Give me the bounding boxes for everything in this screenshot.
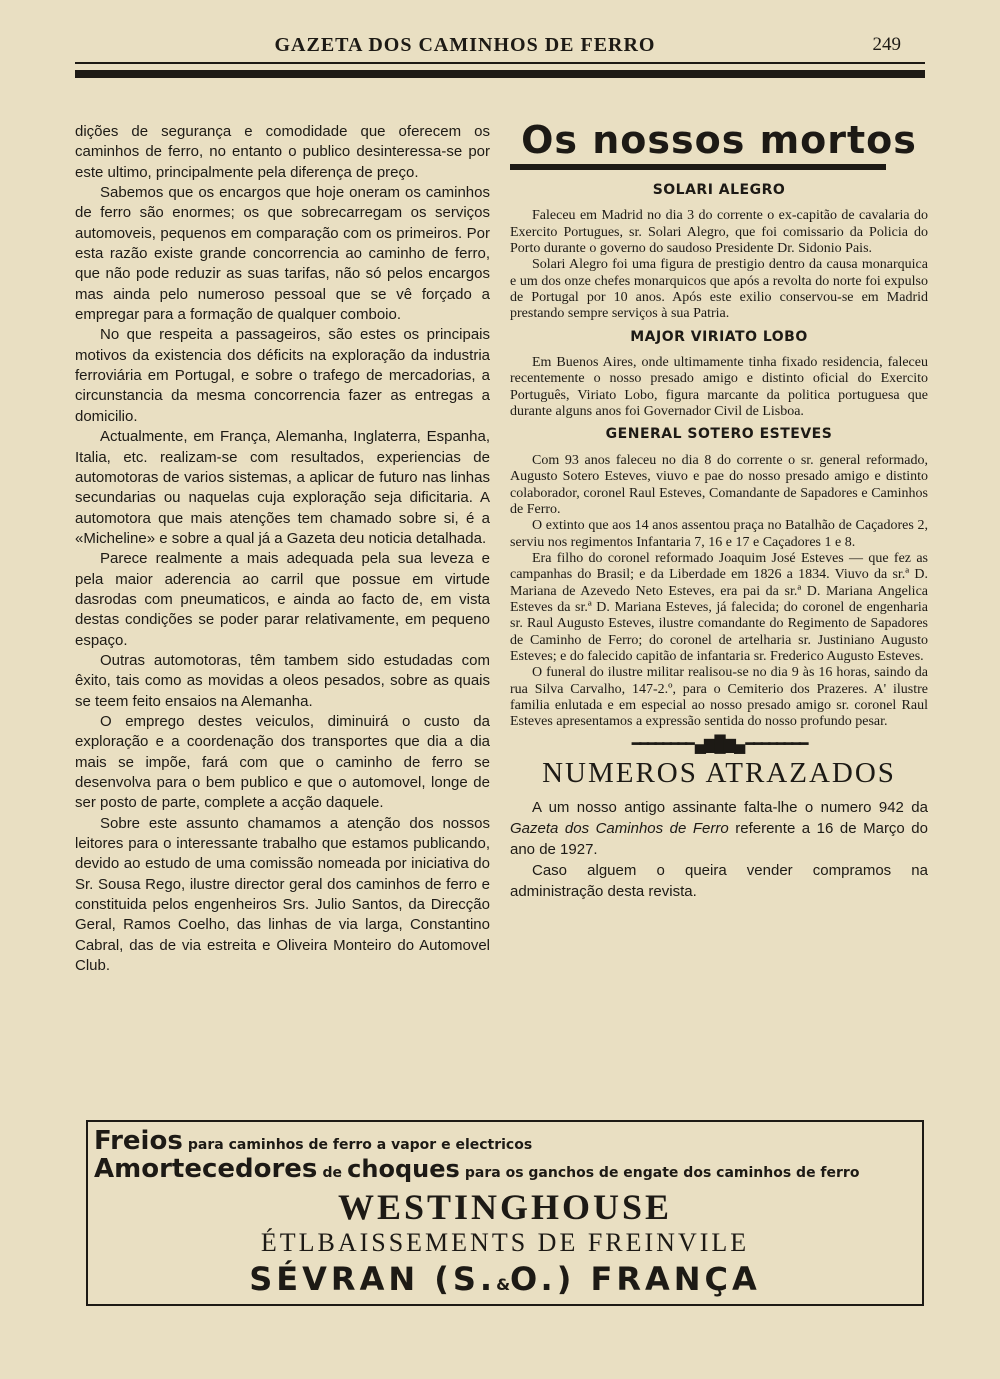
obituary-paragraph: Solari Alegro foi uma figura de prestigio dentro da causa monarquica e um dos onze chefes monarquicos que após a revolta do norte foi expulso de Portugal por 10 anos. Após este exilio conservou-se em Madrid prestando sempre serviços à sua Patria. [510,257,928,322]
advert-choques-desc: para os ganchos de engate dos caminhos de ferro [464,1165,860,1181]
advert-line-amortecedores [94,1154,859,1184]
article-paragraph: Actualmente, em França, Alemanha, Inglaterra, Espanha, Italia, etc. realizam-se com resultados, experiencias de automotoras de varios sistemas, a aplicar de futuro nas linhas secundarias ou naquelas cuja exploração seja dificitaria. A automotora que mais atenções tem chamado sobre si, é a «Micheline» e sobre a qual já a Gazeta deu noticia detalhada. [75,428,490,547]
article-paragraph: Sabemos que os encargos que hoje oneram os caminhos de ferro são enormes; os que sobrecarregam os serviços automoveis, pequenos em comparação com os primeiros. Por esta razão existe grande concorrencia ao caminho de ferro, que não pode reduzir as suas tarifas, não só pelos encargos mas ainda pelo numeroso pessoal que se vê forçado a empregar para a formação de qualquer comboio. [75,184,490,324]
article-paragraph: Sobre este assunto chamamos a atenção dos nossos leitores para o interessante trabalho que estamos publicando, devido ao estudo de uma comissão nomeada por iniciativa do Sr. Sousa Rego, ilustre director geral dos caminhos de ferro e constituida pelos engenheiros Srs. Julio Santos, da Direcção Geral, Ramos Coelho, das linhas de via larga, Constantino Cabral, das de via estreita e Oliveira Monteiro do Automovel Club. [75,814,490,975]
obituary-heading-viriato: MAJOR VIRIATO LOBO [630,328,808,345]
obituary-paragraph: Em Buenos Aires, onde ultimamente tinha fixado residencia, faleceu recentemente o nosso presado amigo e distinto oficial do Exercito Português, Viriato Lobo, figura marcante da politica portuguesa que durante alguns anos foi Governador Civil de Lisboa. [510,355,928,420]
advert-de: de [322,1165,343,1181]
numeros-title: NUMEROS ATRAZADOS [542,757,896,789]
numeros-notice [510,797,928,902]
advert-dept-close: O.) [510,1260,576,1298]
article-column [75,122,490,976]
advert-line-freios [94,1126,532,1156]
publication-title: GAZETA DOS CAMINHOS DE FERRO [274,34,656,56]
numeros-paragraph: Caso alguem o queira vender compramos na administração desta revista. [510,862,928,900]
article-paragraph: No que respeita a passageiros, são estes os principais motivos da existencia dos déficits na exploração da industria ferroviária em Portugal, e sobre o trafego de mercadorias, a circunstancia da mesma concorrencia fazer as entregas a domicilio. [75,326,490,425]
article-paragraph: Parece realmente a mais adequada pela sua leveza e pela maior aderencia ao carril que possue em virtude dasrodas com pneumaticos, e ainda ao facto de, em vista destas condições se poder parar relativamente, em pequeno espaço. [75,550,490,649]
article-paragraph: O emprego destes veiculos, diminuirá o custo da exploração e a coordenação dos transportes que dia a dia mais se impõe, fará com que o caminho de ferro se desenvolva para o bem publico e que o automovel, longe de ser posto de parte, complete a acção daquele. [75,712,490,812]
article-paragraph: Outras automotoras, têm tambem sido estudadas com êxito, tais como as movidas a oleos pesados, sobre as quais se teem feito ensaios na Alemanha. [75,651,490,710]
numeros-text: A um nosso antigo assinante falta-lhe o numero 942 da [532,799,928,816]
page-header [75,30,925,82]
obituary-paragraph: Faleceu em Madrid no dia 3 do corrente o ex-capitão de cavalaria do Exercito Portugues, sr. Solari Alegro, que foi comissario da Policia do Porto durante o governo do saudoso Presidente Dr. Sidonio Pais. [510,208,928,257]
article-paragraph: dições de segurança e comodidade que oferecem os caminhos de ferro, no entanto o publico desinteressa-se por este ultimo, principalmente pela diferença de preço. [75,123,490,181]
advert-amortecedores: Amortecedores [94,1154,318,1184]
advert-brand: WESTINGHOUSE [337,1187,673,1227]
obituary-paragraph: O funeral do ilustre militar realisou-se no dia 9 às 16 horas, saindo da rua Silva Carvalho, 147-2.º, para o Cemiterio dos Prazeres. A' ilustre familia enlutada e em especial ao nosso presado amigo sr. coronel Raul Esteves apresentamos a expressão sentida do nosso profundo pesar. [510,665,928,730]
obituary-paragraph: Era filho do coronel reformado Joaquim José Esteves — que fez as campanhas do Brasil; e da Liberdade em 1826 a 1834. Viuvo da sr.ª D. Mariana de Azevedo Neto Esteves, era pai da sr.ª D. Mariana Angelica Esteves da sr.ª D. Mariana Esteves, já falecida; do coronel de engenharia sr. Raul Augusto Esteves, ilustre comandante do Regimento de Sapadores de Caminho de Ferro; do coronel de artelharia sr. Justiniano Augusto Esteves; e do falecido capitão de infantaria sr. Frederico Augusto Esteves. [510,550,928,664]
advert-country: FRANÇA [590,1260,761,1298]
numeros-paragraph [510,797,928,860]
advert-dept-open: (S. [434,1260,497,1298]
magazine-name: Gazeta dos Caminhos de Ferro [510,820,729,837]
obituary-paragraph: O extinto que aos 14 anos assentou praça no Batalhão de Caçadores 2, serviu nos regimentos Infantaria 7, 16 e 17 e Caçadores 1 e 8. [510,518,928,550]
advert-city: SÉVRAN [249,1260,420,1298]
obituaries-title: Os nossos mortos [521,118,917,162]
advert-location [88,1260,922,1298]
train-ornament-icon: ━━━━━━━━ ▄▆█▆▄ ━━━━━━━━ [631,735,807,753]
right-column [510,118,928,902]
obituary-heading-sotero: GENERAL SOTERO ESTEVES [605,426,833,443]
page-number: 249 [872,34,901,55]
advert-choques: choques [347,1155,460,1183]
advert-freios-desc: para caminhos de ferro a vapor e electricos [187,1137,533,1153]
numeros-text: referente a 16 de Março do ano de 1927. [510,820,928,858]
header-thick-rule [75,70,925,78]
obituaries-title-rule [510,164,886,170]
advert-freios: Freios [94,1126,183,1156]
header-thin-rule [75,62,925,64]
obituary-heading-solari: SOLARI ALEGRO [652,182,786,198]
obituary-paragraph: Com 93 anos faleceu no dia 8 do corrente o sr. general reformado, Augusto Sotero Esteves, viuvo e pae do nosso presado amigo e distinto colaborador, coronel Raul Esteves, Comandante de Sapadores e Caminhos de Ferro. [510,452,928,517]
advert-dept-amp: & [496,1275,511,1294]
advert-establishments: ÉTLBAISSEMENTS DE FREINVILE [260,1228,750,1257]
westinghouse-advert [86,1120,924,1306]
